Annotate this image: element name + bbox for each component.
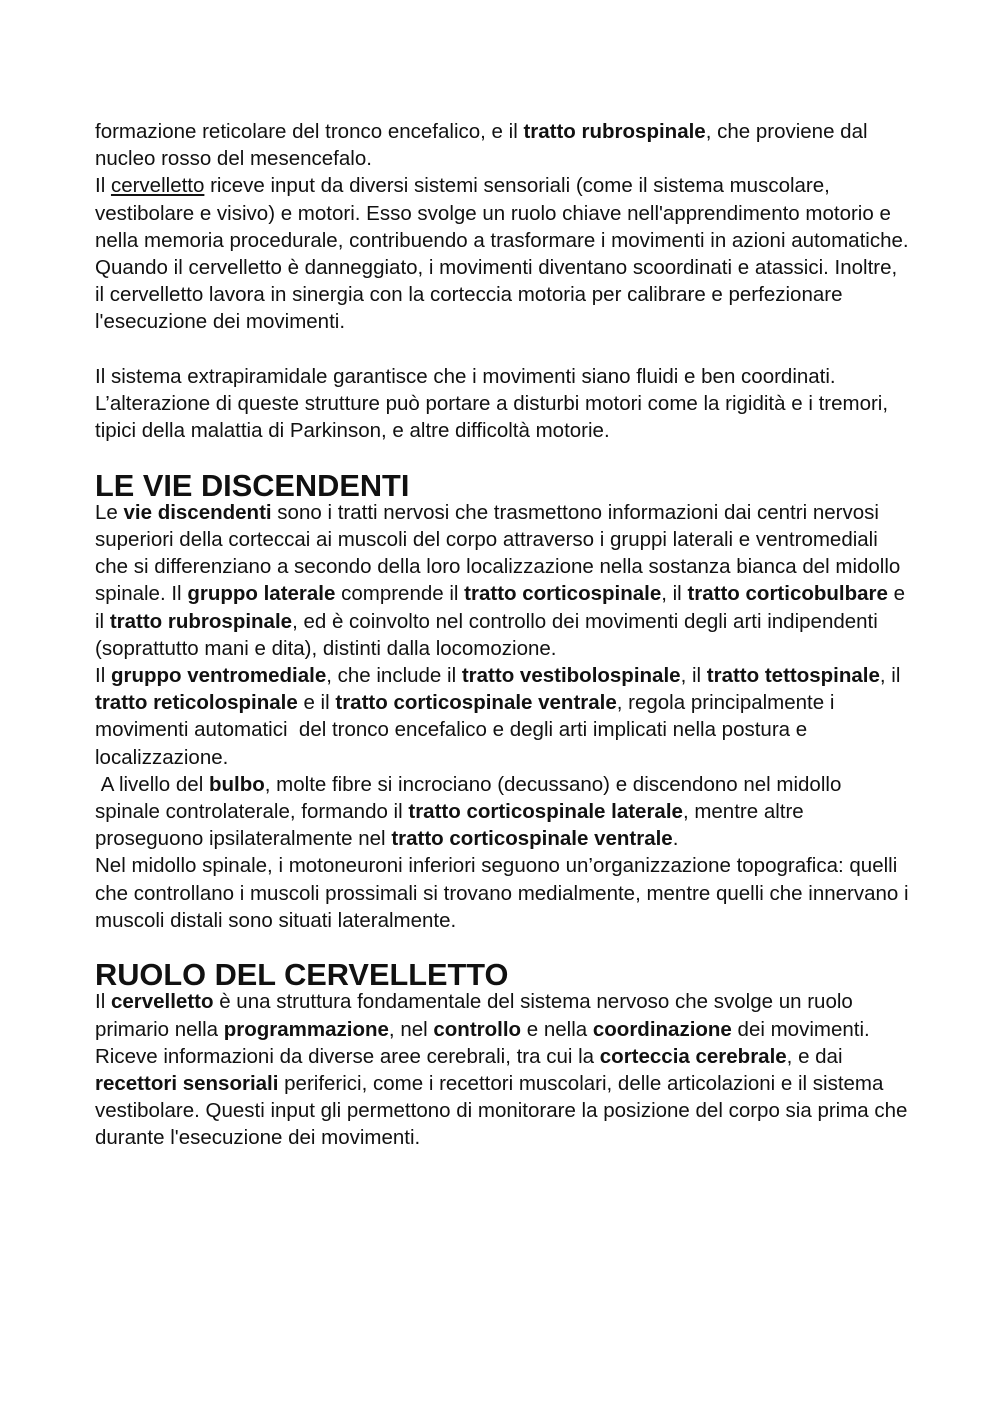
underlined-term: cervelletto: [110, 174, 205, 198]
text-run: sono i tratti nervosi che trasmettono informazioni dai centri nervosi superiori della corteccai ai muscoli del corpo attraverso i gruppi laterali e ventromediali che si differenziano a secondo della loro localizzazione nella sostanza bianca del midollo spinale. Il: [95, 500, 907, 606]
bold-term: tratto tettospinale: [706, 664, 880, 688]
text-run: Il: [95, 990, 111, 1014]
text-run: , che proviene dal nucleo rosso del mesencefalo.: [95, 120, 874, 171]
bold-term: tratto rubrospinale: [109, 609, 293, 633]
bold-term: corteccia cerebrale: [599, 1044, 787, 1068]
text-run: è una struttura fondamentale del sistema nervoso che svolge un ruolo primario nella: [95, 990, 859, 1041]
text-run: , mentre altre proseguono ipsilateralmente nel: [95, 800, 810, 851]
bold-term: tratto vestibolospinale: [461, 664, 681, 688]
bold-term: gruppo ventromediale: [110, 664, 327, 688]
text-run: Il: [95, 174, 111, 198]
text-run: Il sistema extrapiramidale garantisce che i movimenti siano fluidi e ben coordinati. L’alterazione di queste strutture può portare a disturbi motori come la rigidità e i tremori, tipici della malattia di Parkinson, e altre difficoltà motorie.: [95, 364, 894, 443]
bold-term: tratto corticospinale ventrale: [335, 691, 617, 715]
text-run: , che include il: [326, 664, 462, 688]
text-run: dei movimenti.: [731, 1017, 870, 1041]
text-run: Le: [95, 500, 124, 524]
paragraph-8: [95, 988, 910, 1042]
text-run: periferici, come i recettori muscolari, delle articolazioni e il sistema vestibolare. Questi input gli permettono di monitorare la posizione del corpo sia prima che durante l'esecuzione dei movimenti.: [95, 1072, 914, 1150]
text-run: formazione reticolare del tronco encefalico, e il: [95, 120, 524, 143]
text-run: , molte fibre si incrociano (decussano) e discendono nel midollo spinale controlaterale, formando il: [95, 772, 848, 824]
paragraph-5: [95, 662, 910, 771]
bold-term: tratto corticospinale: [464, 582, 662, 606]
bold-term: tratto corticospinale ventrale: [391, 827, 673, 851]
bold-term: coordinazione: [592, 1017, 732, 1041]
paragraph-9: [95, 1043, 914, 1152]
text-run: , il: [680, 664, 707, 688]
document-page: [95, 118, 915, 1152]
bold-term: recettori sensoriali: [95, 1072, 279, 1096]
text-run: A livello del: [95, 772, 209, 796]
text-run: e nella: [521, 1017, 593, 1041]
text-run: LE VIE DISCENDENTI: [95, 467, 410, 503]
text-run: comprende il: [335, 582, 465, 606]
paragraph-3: [95, 363, 910, 445]
bold-term: vie discendenti: [123, 500, 272, 524]
bold-term: gruppo laterale: [187, 582, 336, 606]
text-run: , il: [661, 582, 688, 606]
text-run: Nel midollo spinale, i motoneuroni inferiori seguono un’organizzazione topografica: quelli che controllano i muscoli prossimali si trovano medialmente, mentre quelli che innervano i muscoli distali sono situati lateralmente.: [95, 854, 915, 932]
text-run: , ed è coinvolto nel controllo dei movimenti degli arti indipendenti (soprattutto mani e dita), distinti dalla locomozione.: [95, 609, 884, 660]
text-run: , il: [879, 664, 907, 688]
bold-term: bulbo: [208, 772, 265, 796]
paragraph-2: [95, 172, 915, 335]
bold-term: programmazione: [223, 1017, 389, 1041]
text-run: riceve input da diversi sistemi sensoriali (come il sistema muscolare, vestibolare e visivo) e motori. Esso svolge un ruolo chiave nell'apprendimento motorio e nella memoria procedurale, contribuendo a trasformare i movimenti in azioni automatiche. Quando il cervelletto è danneggiato, i movimenti diventano scoordinati e atassici. Inoltre, il cervelletto lavora in sinergia con la corteccia motoria per calibrare e perfezionare l'esecuzione dei movimenti.: [95, 174, 915, 334]
bold-term: tratto rubrospinale: [523, 120, 706, 143]
bold-term: cervelletto: [110, 990, 214, 1014]
text-run: Il: [95, 664, 111, 688]
paragraph-1: [95, 118, 910, 172]
blank-line: [95, 336, 910, 363]
bold-term: tratto corticobulbare: [687, 582, 888, 606]
text-run: Riceve informazioni da diverse aree cerebrali, tra cui la: [95, 1044, 600, 1068]
section-heading-2: [95, 957, 910, 993]
text-run: e il: [95, 582, 911, 633]
bold-term: tratto reticolospinale: [95, 691, 298, 715]
paragraph-7: [95, 852, 915, 934]
text-run: , e dai: [786, 1044, 849, 1068]
bold-term: tratto corticospinale laterale: [408, 800, 683, 824]
text-run: .: [672, 827, 679, 851]
text-run: RUOLO DEL CERVELLETTO: [95, 957, 509, 993]
section-heading-1: [95, 467, 910, 503]
bold-term: controllo: [433, 1017, 522, 1041]
text-run: , regola principalmente i movimenti automatici del tronco encefalico e degli arti implicati nella postura e localizzazione.: [95, 691, 841, 769]
paragraph-6: [95, 771, 910, 853]
paragraph-4: [95, 499, 910, 662]
text-run: e il: [297, 691, 336, 715]
text-run: , nel: [388, 1017, 434, 1041]
